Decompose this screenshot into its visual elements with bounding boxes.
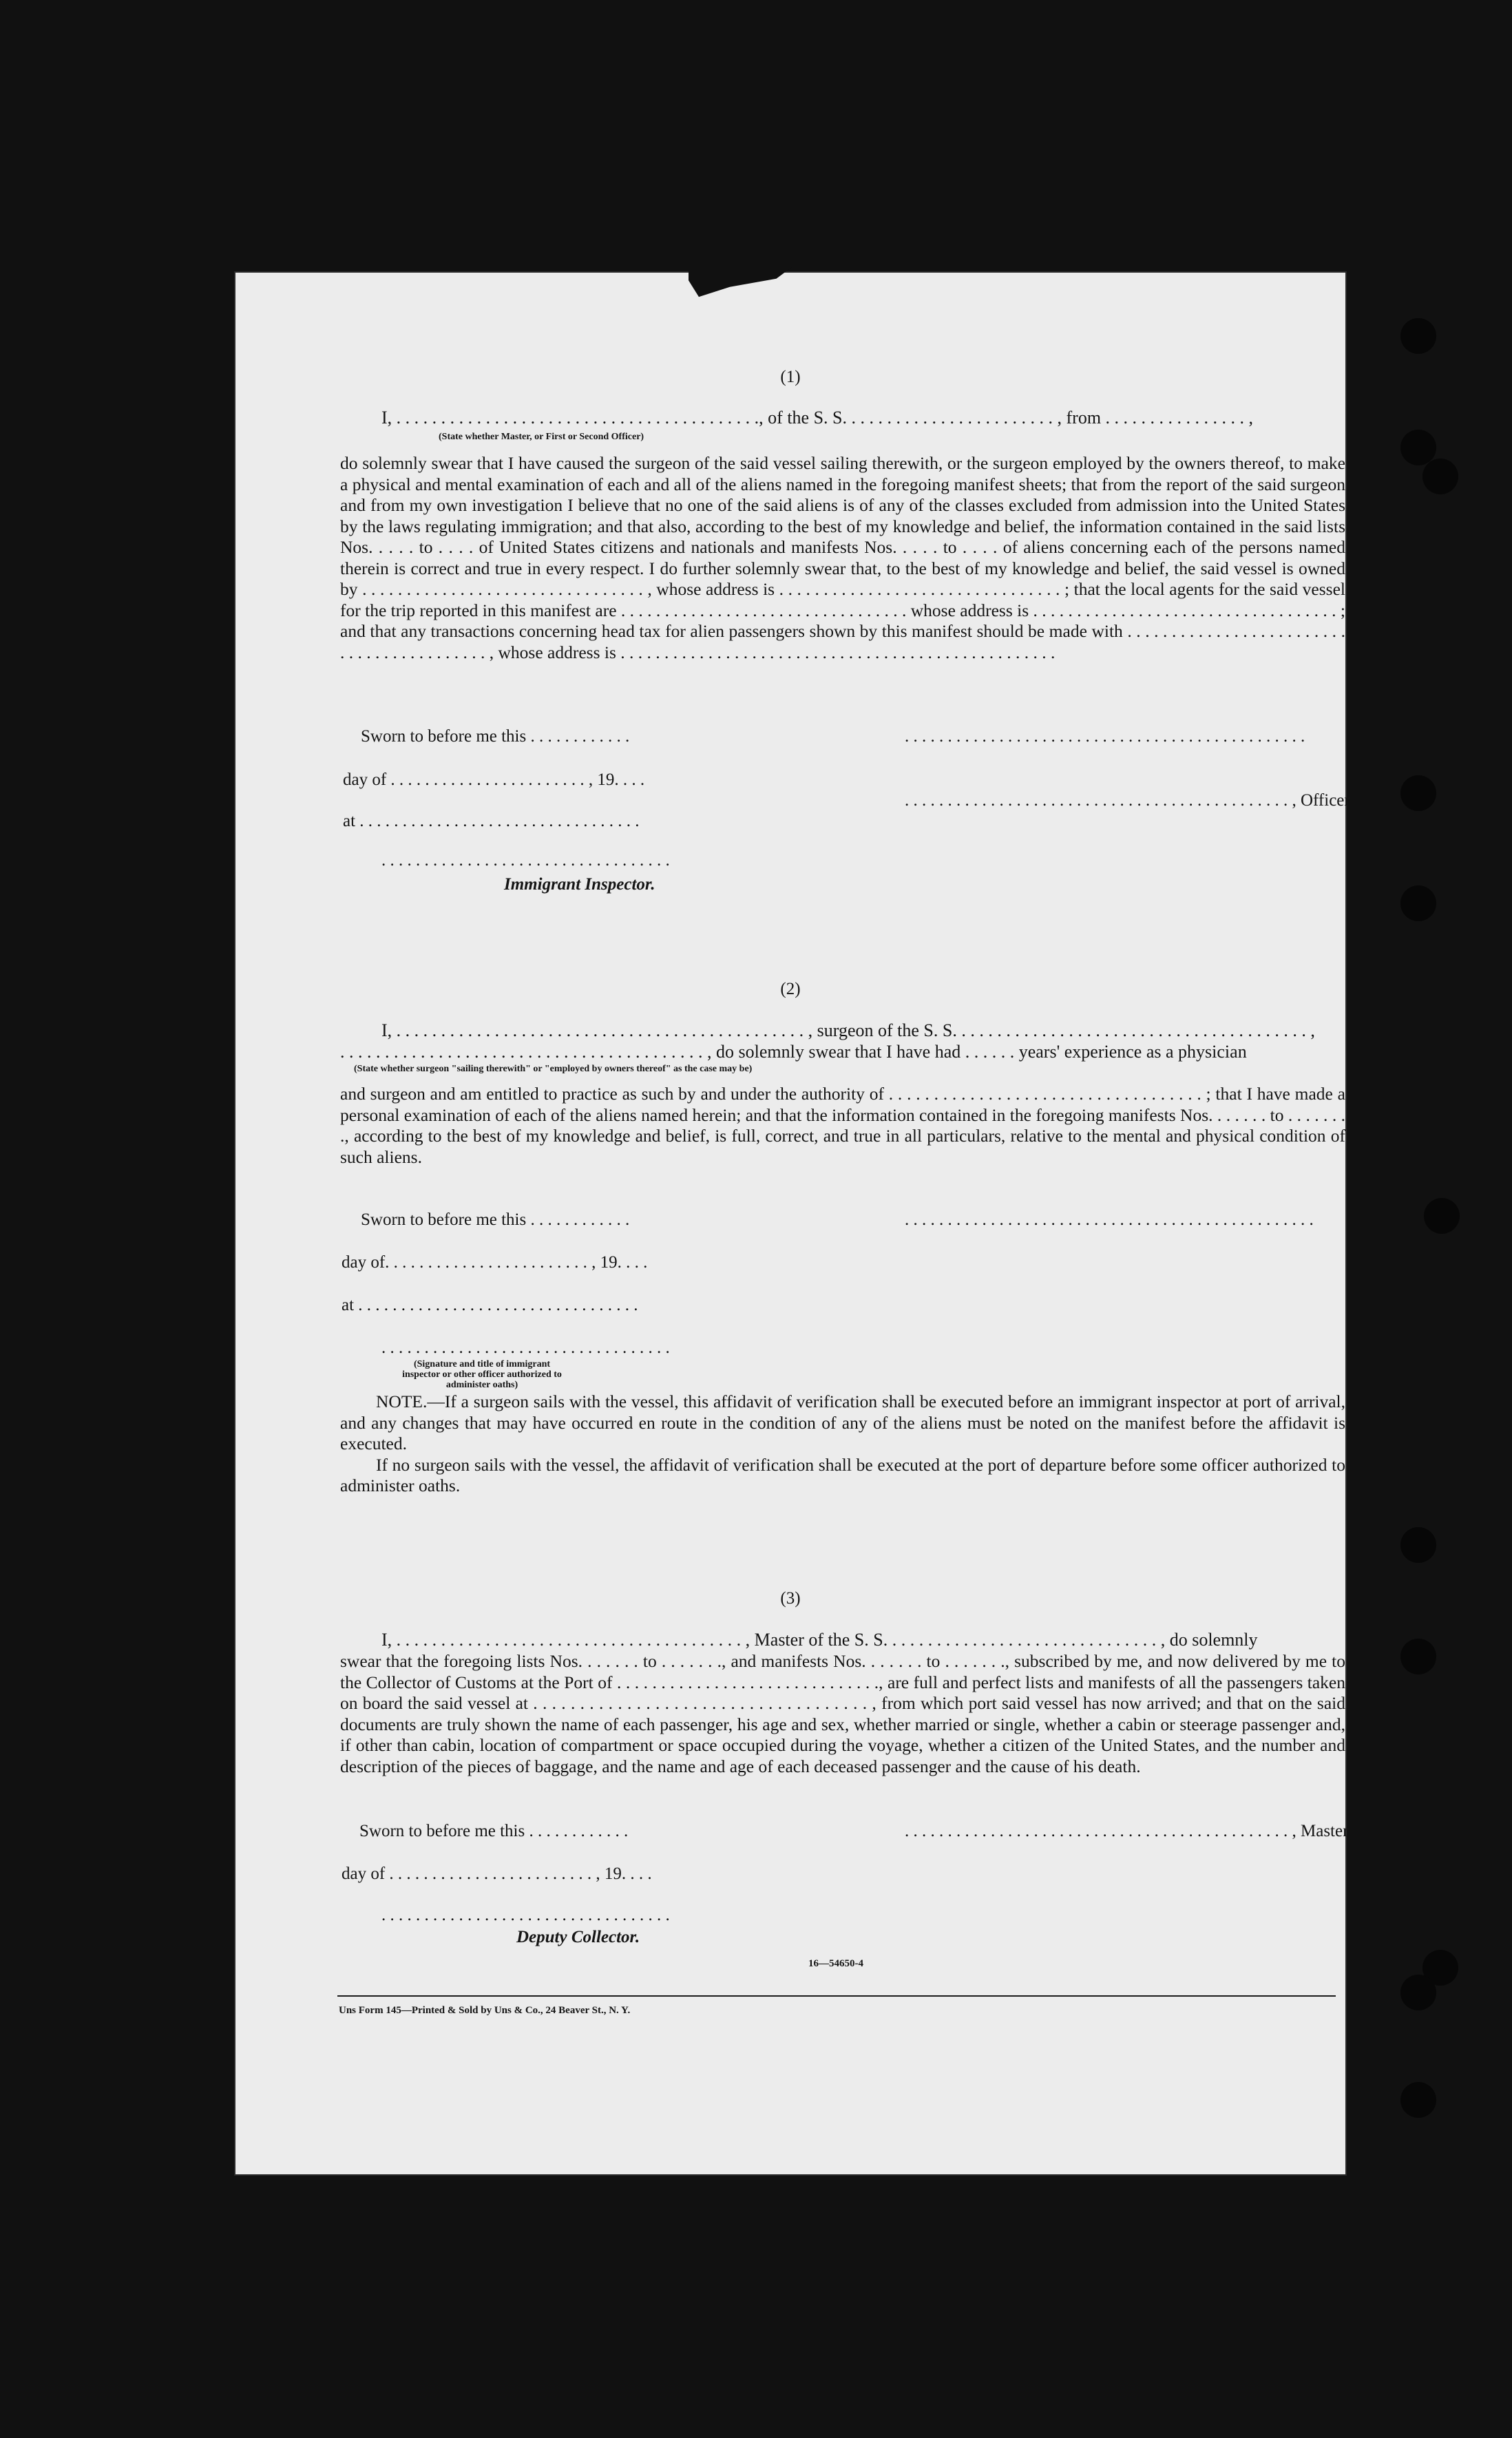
section-1-inspector-signature-dots: . . . . . . . . . . . . . . . . . . . . . . . . . . . . . . . . . . [381, 851, 670, 870]
printer-imprint: Uns Form 145—Printed & Sold by Uns & Co., 24 Beaver St., N. Y. [339, 2005, 631, 2016]
section-3-master-line: . . . . . . . . . . . . . . . . . . . . . . . . . . . . . . . . . . . . . . . . . . . . . , Master [905, 1822, 1349, 1840]
section-2-signature-note-text: (Signature and title of immigrant inspector or other officer authorized to administer oaths) [402, 1359, 562, 1390]
section-1-officer-line: . . . . . . . . . . . . . . . . . . . . . . . . . . . . . . . . . . . . . . . . . . . . . , Officer [905, 791, 1350, 810]
section-3-body [340, 1651, 1345, 1777]
binder-hole [1400, 318, 1436, 354]
section-2-note-1: NOTE.—If a surgeon sails with the vessel, this affidavit of verification shall be executed before an immigrant inspector at port of arrival, and any changes that may have occurred en route in the condition of any of the aliens must be noted on the manifest before the affidavit is executed. [340, 1391, 1345, 1453]
section-2-signature-note [399, 1359, 565, 1390]
section-2-day-of-line: day of. . . . . . . . . . . . . . . . . . . . . . . . , 19. . . . [342, 1253, 648, 1272]
section-2-signature-dots-right: . . . . . . . . . . . . . . . . . . . . . . . . . . . . . . . . . . . . . . . . . . . . . . . . [905, 1210, 1314, 1229]
section-1-signature-dots-right: . . . . . . . . . . . . . . . . . . . . . . . . . . . . . . . . . . . . . . . . . . . . . . . [905, 727, 1305, 746]
form-code: 16—54650-4 [808, 1958, 863, 1969]
section-2-body [340, 1084, 1345, 1168]
section-3-collector-signature-dots: . . . . . . . . . . . . . . . . . . . . . . . . . . . . . . . . . . [381, 1906, 670, 1924]
section-1-at-line: at . . . . . . . . . . . . . . . . . . . . . . . . . . . . . . . . . [343, 812, 640, 830]
section-3-day-of-line: day of . . . . . . . . . . . . . . . . . . . . . . . . , 19. . . . [342, 1864, 652, 1883]
section-2-number: (2) [780, 980, 801, 998]
section-1-body [340, 453, 1345, 663]
section-2-note-2: If no surgeon sails with the vessel, the affidavit of verification shall be executed at the port of departure before some officer authorized to administer oaths. [340, 1454, 1345, 1495]
section-3-oath-text: swear that the foregoing lists Nos. . . . . . . to . . . . . . ., and manifests Nos. . . . . . . to . . . . . . ., subscribed by me, and now delivered by me to the Collector of Customs at the Port of . . . . . . . . . . . . . . . . . . . . . . . . . . . . . ., are full and perfect lists and manifests of all the passengers taken on board the said vessel at . . . . . . . . . . . . . . . . . . . . . . . . . . . . . . . . . . . . , from which port said vessel has now arrived; and that on the said documents are truly shown the name of each passenger, his age and sex, whether married or single, whether a cabin or steerage passenger and, if other than cabin, location of compartment or space occupied during the voyage, whether a citizen of the United States, and the number and description of the pieces of baggage, and the name and age of each deceased passenger and the cause of his death. [340, 1651, 1345, 1776]
section-2-signature-dots-left: . . . . . . . . . . . . . . . . . . . . . . . . . . . . . . . . . . [381, 1338, 670, 1357]
section-1-oath-text: do solemnly swear that I have caused the surgeon of the said vessel sailing therewith, or the surgeon employed by the owners thereof, to make a physical and mental examination of each and all of the aliens named in the foregoing manifest sheets; that from the report of the said surgeon and from my own investigation I believe that no one of the said aliens is of any of the classes excluded from admission into the United States by the laws regulating immigration; and that also, according to the best of my knowledge and belief, the information contained in the said lists Nos. . . . . to . . . . of United States citizens and nationals and manifests Nos. . . . . to . . . . of aliens concerning each of the persons named therein is correct and true in every respect. I do further solemnly swear that, to the best of my knowledge and belief, the said vessel is owned by . . . . . . . . . . . . . . . . . . . . . . . . . . . . . . . . , whose address is . . . . . . . . . . . . . . . . . . . . . . . . . . . . . . . . ; that the local agents for the said vessel for the trip reported in this manifest are . . . . . . . . . . . . . . . . . . . . . . . . . . . . . . . . . whose address is . . . . . . . . . . . . . . . . . . . . . . . . . . . . . . . . . . . ; and that any transactions concerning head tax for alien passengers shown by this manifest should be made with . . . . . . . . . . . . . . . . . . . . . . . . . . . . . . . . . . . . . . . . . . , whose address is . . . . . . . . . . . . . . . . . . . . . . . . . . . . . . . . . . . . . . . . . . . . . . . . . . [340, 453, 1345, 662]
section-2-oath-text: and surgeon and am entitled to practice as such by and under the authority of . . . . . . . . . . . . . . . . . . . . . . . . . . . . . . . . . . . ; that I have made a personal examination of each of the aliens named herein; and that the information contained in the foregoing manifests Nos. . . . . . . to . . . . . . . ., according to the best of my knowledge and belief, is full, correct, and true in all particulars, relative to the mental and physical condition of such aliens. [340, 1084, 1345, 1167]
section-2-opening-line: I, . . . . . . . . . . . . . . . . . . . . . . . . . . . . . . . . . . . . . . . . . . . . . . , surgeon of the S. S. . . . . . . . . . . . . . . . . . . . . . . . . . . . . . . . . . . . . . . . , [381, 1020, 1315, 1040]
document-page [235, 273, 1350, 2174]
section-3-number: (3) [780, 1589, 801, 1608]
section-1-number: (1) [780, 368, 801, 386]
section-3-opening-line: I, . . . . . . . . . . . . . . . . . . . . . . . . . . . . . . . . . . . . . . . , Master of the S. S. . . . . . . . . . . . . . . . . . . . . . . . . . . . . . . , do solemnly [381, 1630, 1258, 1650]
binder-hole [1400, 775, 1436, 811]
binder-hole [1400, 885, 1436, 921]
section-3-collector-title: Deputy Collector. [516, 1928, 640, 1946]
binder-hole [1424, 1198, 1460, 1234]
binder-hole [1400, 2082, 1436, 2118]
binder-hole [1400, 430, 1436, 465]
footer-rule [337, 1995, 1336, 1997]
section-1-opening-line: I, . . . . . . . . . . . . . . . . . . . . . . . . . . . . . . . . . . . . . . . . ., of the S. S. . . . . . . . . . . . . . . . . . . . . . . . , from . . . . . . . . . . . . . . . . , [381, 408, 1254, 428]
binder-hole [1400, 1527, 1436, 1563]
binder-hole [1422, 459, 1458, 494]
section-2-state-note: (State whether surgeon "sailing therewith" or "employed by owners thereof" as the case may be) [354, 1064, 753, 1074]
section-2-at-line: at . . . . . . . . . . . . . . . . . . . . . . . . . . . . . . . . . [342, 1296, 638, 1314]
section-1-sworn-line: Sworn to before me this . . . . . . . . . . . . [361, 727, 630, 746]
binder-hole [1400, 1975, 1436, 2010]
section-1-day-of-line: day of . . . . . . . . . . . . . . . . . . . . . . . , 19. . . . [343, 770, 645, 789]
section-3-sworn-line: Sworn to before me this . . . . . . . . . . . . [359, 1822, 629, 1840]
binder-hole [1400, 1639, 1436, 1674]
section-2-notes [340, 1391, 1345, 1497]
section-1-state-note: (State whether Master, or First or Second Officer) [439, 432, 644, 442]
section-1-inspector-title: Immigrant Inspector. [504, 875, 655, 894]
section-2-second-line: . . . . . . . . . . . . . . . . . . . . . . . . . . . . . . . . . . . . . . . . . , do solemnly swear that I have had . . . . . . years' experience as a physician [340, 1042, 1247, 1062]
section-2-sworn-line: Sworn to before me this . . . . . . . . . . . . [361, 1210, 630, 1229]
